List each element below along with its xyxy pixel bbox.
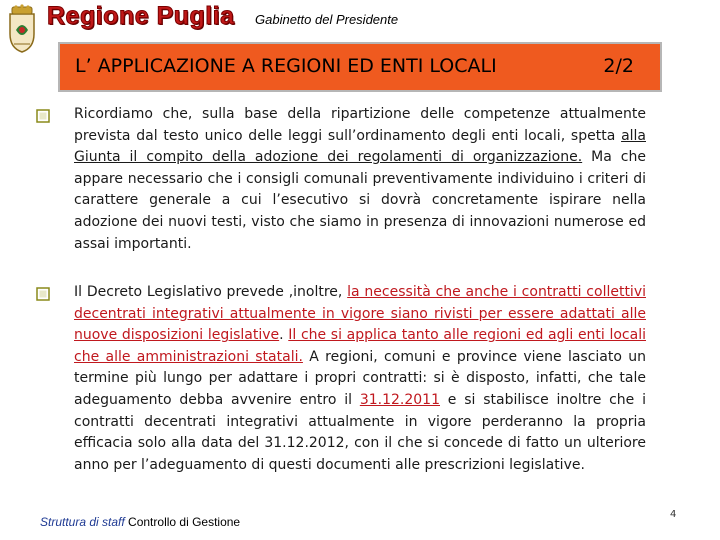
paragraph-1-text: Ricordiamo che, sulla base della ripartizione delle competenze attualmente prevista dal testo unico delle leggi sull’ordinamento degli enti locali, spetta bbox=[74, 106, 646, 144]
footer bbox=[40, 515, 240, 529]
paragraph-2-text-mid: A regioni, comuni e province viene lasciato un termine più lungo per adattare i propri contratti: si è disposto, infatti, che tale adeguamento debba avvenire entro il bbox=[74, 348, 646, 408]
paragraph-1-text-end: Ma che appare necessario che i consigli comunali preventivamente individuino i criteri di carattere generale a cui l’esecutivo si dovrà concretamente ispirare nella adozione dei nuovi testi, visto che siamo in presenza di innovazioni numerose ed assai importanti. bbox=[74, 149, 646, 252]
paragraph-2-text: Il Decreto Legislativo prevede ,inoltre, bbox=[74, 284, 348, 300]
paragraph-1-underlined: alla Giunta il compito della adozione dei regolamenti di organizzazione. bbox=[74, 127, 646, 166]
slide-part-indicator: 2/2 bbox=[603, 55, 634, 77]
footer-unit: Controllo di Gestione bbox=[128, 515, 241, 529]
paragraph-1 bbox=[74, 104, 646, 255]
deadline-date: 31.12.2011 bbox=[359, 391, 440, 408]
checkbox-bullet-icon bbox=[36, 286, 50, 300]
slide-title-banner bbox=[58, 42, 662, 92]
paragraph-2-highlight-2: Il che si applica tanto alle regioni ed agli enti locali che alle amministrazioni statali. bbox=[74, 327, 646, 365]
checkbox-bullet-icon bbox=[36, 108, 50, 122]
region-title: Regione Puglia bbox=[47, 2, 235, 30]
page-number: 4 bbox=[670, 509, 677, 520]
paragraph-2-highlight: la necessità che anche i contratti collettivi decentrati integrativi attualmente in vigore siano rivisti per essere adattati alle nuove disposizioni legislative bbox=[74, 284, 646, 344]
footer-staff: Struttura di staff bbox=[40, 515, 125, 529]
office-label: Gabinetto del Presidente bbox=[255, 12, 399, 27]
paragraph-2 bbox=[74, 282, 646, 476]
coat-of-arms-icon bbox=[4, 4, 40, 54]
paragraph-2-text-end: e si stabilisce inoltre che i contratti decentrati integrativi attualmente in vigore perderanno la propria efficacia solo alla data del 31.12.2012, con il che si concede di fatto un ulteriore anno per l’adeguamento di questi documenti alle prescrizioni legislative. bbox=[74, 391, 646, 473]
slide-title: L’ APPLICAZIONE A REGIONI ED ENTI LOCALI bbox=[75, 55, 497, 77]
paragraph-2-period: . bbox=[279, 327, 289, 344]
